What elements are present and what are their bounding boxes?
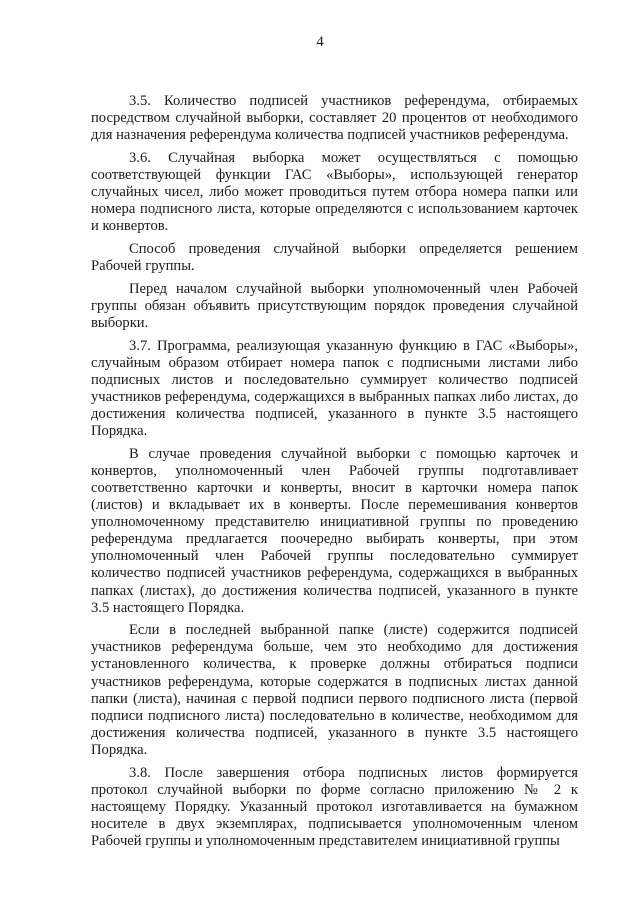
- paragraph-3-6: 3.6. Случайная выборка может осуществляться с помощью соответствующей функции ГАС «Выборы», использующей генератор случайных чисел, либо может проводиться путем отбора номера папки или номера подписного листа, которые определяются с использованием карточек и конвертов.: [91, 149, 578, 235]
- paragraph-last-folder: Если в последней выбранной папке (листе) содержится подписей участников референдума больше, чем это необходимо для достижения установленного количества, к проверке должны отбираться подписи участников референдума, которые содержатся в подписных листах данной папки (листа), начиная с первой подписи первого подписного листа (первой подписи подписного листа) последовательно в количестве, необходимом для достижения количества подписей, указанного в пункте 3.5 настоящего Порядка.: [91, 622, 578, 758]
- paragraph-cards-envelopes: В случае проведения случайной выборки с помощью карточек и конвертов, уполномоченный член Рабочей группы подготавливает соответственно карточки и конверты, вносит в карточки номера папок (листов) и вкладывает их в конверты. После перемешивания конвертов уполномоченному представителю инициативной группы по проведению референдума предлагается поочередно выбирать конверты, при этом уполномоченный член Рабочей группы последовательно суммирует количество подписей участников референдума, содержащихся в выбранных папках (листах), до достижения количества подписей, указанного в пункте 3.5 настоящего Порядка.: [91, 445, 578, 616]
- paragraph-3-8: 3.8. После завершения отбора подписных листов формируется протокол случайной выборки по форме согласно приложению № 2 к настоящему Порядку. Указанный протокол изготавливается на бумажном носителе в двух экземплярах, подписывается уполномоченным членом Рабочей группы и уполномоченным представителем инициативной группы: [91, 764, 578, 849]
- document-body: [91, 93, 578, 850]
- paragraph-sampling-method: Способ проведения случайной выборки определяется решением Рабочей группы.: [91, 240, 578, 275]
- paragraph-3-5: 3.5. Количество подписей участников референдума, отбираемых посредством случайной выборки, составляет 20 процентов от необходимого для назначения референдума количества подписей участников референдума.: [91, 93, 578, 144]
- paragraph-3-7: 3.7. Программа, реализующая указанную функцию в ГАС «Выборы», случайным образом отбирает номера папок с подписными листами либо подписных листов и последовательно суммирует количество подписей участников референдума, содержащихся в выбранных папках либо листах, до достижения количества подписей, указанного в пункте 3.5 настоящего Порядка.: [91, 337, 578, 440]
- page-number: 4: [316, 34, 324, 50]
- paragraph-announcement: Перед началом случайной выборки уполномоченный член Рабочей группы обязан объявить присутствующим порядок проведения случайной выборки.: [91, 280, 578, 331]
